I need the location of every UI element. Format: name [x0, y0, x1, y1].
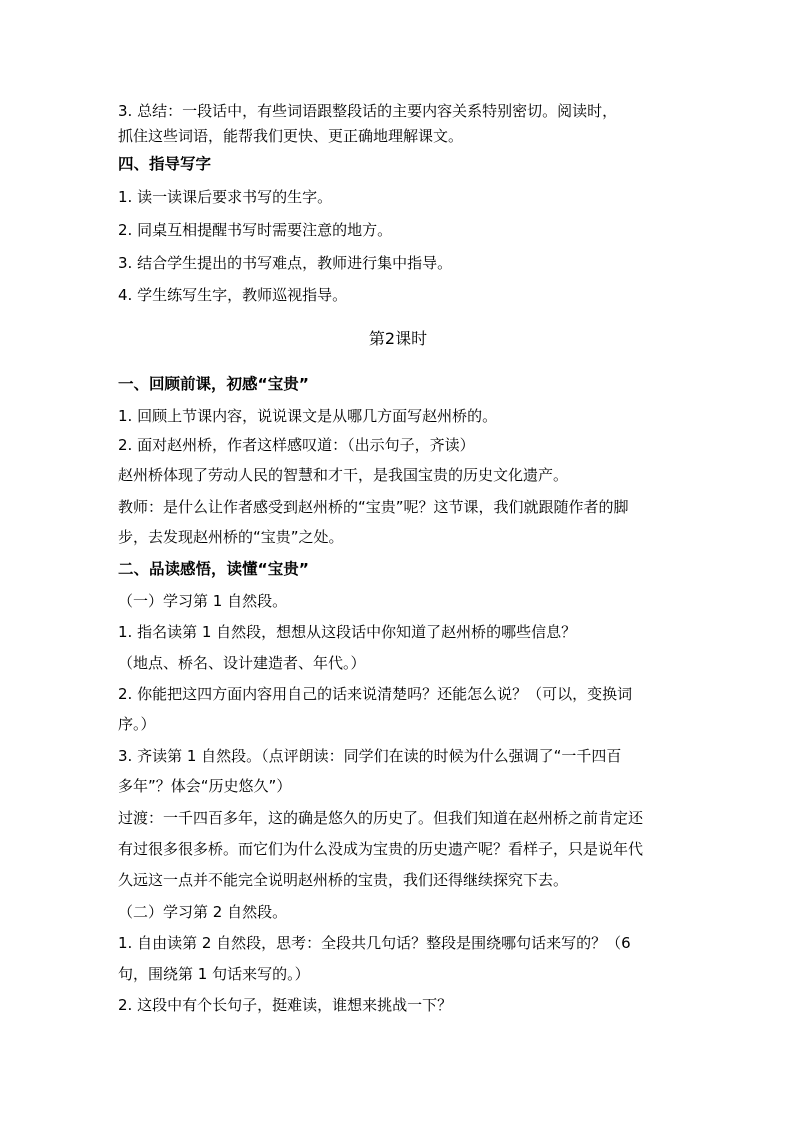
list-item: 2. 这段中有个长句子，挺难读，谁想来挑战一下？ — [118, 996, 453, 1014]
list-item: 2. 你能把这四方面内容用自己的话来说清楚吗？还能怎么说？（可以，变换词 — [118, 685, 633, 703]
list-item: 1. 自由读第 2 自然段，思考：全段共几句话？整段是围绕哪句话来写的？（6 — [118, 934, 631, 952]
text-line: 多年”？体会“历史悠久”） — [118, 777, 292, 795]
text-line: 句，围绕第 1 句话来写的。） — [118, 965, 310, 983]
text-line: 序。） — [118, 715, 156, 733]
subsection-heading: （二）学习第 2 自然段。 — [118, 903, 288, 921]
text-line: 教师：是什么让作者感受到赵州桥的“宝贵”呢？这节课，我们就跟随作者的脚 — [118, 498, 629, 516]
subsection-heading: （一）学习第 1 自然段。 — [118, 592, 288, 610]
text-line: （地点、桥名、设计建造者、年代。） — [118, 654, 366, 672]
text-line: 有过很多很多桥。而它们为什么没成为宝贵的历史遗产呢？看样子，只是说年代 — [118, 840, 644, 858]
quote-line: 赵州桥体现了劳动人民的智慧和才干，是我国宝贵的历史文化遗产。 — [118, 466, 569, 484]
section-heading: 一、回顾前课，初感“宝贵” — [118, 375, 309, 393]
list-item: 2. 面对赵州桥，作者这样感叹道：（出示句子，齐读） — [118, 436, 475, 454]
list-item: 1. 指名读第 1 自然段，想想从这段话中你知道了赵州桥的哪些信息？ — [118, 623, 577, 641]
list-item: 2. 同桌互相提醒书写时需要注意的地方。 — [118, 221, 393, 239]
list-item: 1. 回顾上节课内容，说说课文是从哪几方面写赵州桥的。 — [118, 407, 498, 425]
text-line: 久远这一点并不能完全说明赵州桥的宝贵，我们还得继续探究下去。 — [118, 871, 569, 889]
list-item: 3. 结合学生提出的书写难点，教师进行集中指导。 — [118, 254, 453, 272]
text-line: 3. 总结：一段话中，有些词语跟整段话的主要内容关系特别密切。阅读时， — [118, 102, 618, 120]
section-heading: 二、品读感悟，读懂“宝贵” — [118, 560, 309, 578]
text-line: 过渡：一千四百多年，这的确是悠久的历史了。但我们知道在赵州桥之前肯定还 — [118, 809, 644, 827]
list-item: 1. 读一读课后要求书写的生字。 — [118, 188, 333, 206]
section-heading: 四、指导写字 — [118, 155, 212, 173]
text-line: 步，去发现赵州桥的“宝贵”之处。 — [118, 528, 344, 546]
lesson-title: 第2课时 — [368, 329, 428, 348]
list-item: 4. 学生练写生字，教师巡视指导。 — [118, 286, 348, 304]
text-line: 抓住这些词语，能帮我们更快、更正确地理解课文。 — [118, 127, 464, 145]
list-item: 3. 齐读第 1 自然段。（点评朗读：同学们在读的时候为什么强调了“一千四百 — [118, 747, 622, 765]
